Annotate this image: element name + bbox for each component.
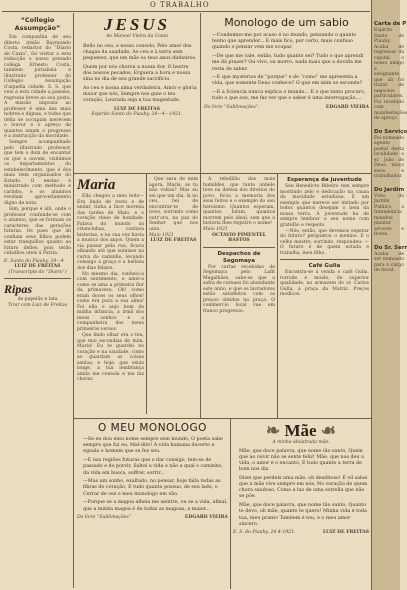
jesus-stanzas	[77, 44, 197, 105]
mae-stanza-2: Dizei que perdeis uma mãe, oh desditoso! É vil sabei que a mãe vive sempre em nós, No coração de quem chora saudoso, Como a luz de uma estrella que não se põe.	[239, 475, 368, 500]
maria-paragraph-2: No mesmo dia, conheci-a com sentimento, e amei-a como se ama a primeira flor da primavera. Oh! como eram doces os seus olhos! como era pura a sua alma! Foi ella o anjo bom da minha infancia, a irmã dos meus sonhos e a companheira dos meus primeiros versos.	[77, 271, 144, 332]
monologo-sabio-stanza-4: —E a Sciencia nunca explica o mundo... E o que tanto procuro, tudo o que sou, me faz ver que o saber é uma interrogação....	[212, 90, 366, 102]
maria-paragraph-3: Que lindo olhar era o teu, que mui escondias de mim, Maria! Eu te guardei no coração e na saudade, como se guardam as coisas santas, e hoje, que estás longe, a tua lembrança ainda me consola e me faz chorar.	[77, 333, 144, 383]
column-collegio	[4, 16, 71, 588]
meu-monologo-author: EDGARD VIEIRA	[184, 515, 228, 521]
edge-heading-1: Carta de P	[374, 21, 407, 27]
mae-sign-place: E. S. do Piauhy, 24-4-1921.	[233, 530, 296, 536]
meu-monologo-stanza-1: —Se eu dou meu nome sempre sem mundo, O poeta sabe sempre que fui eu. Mal-dito! A vida humana decerto e eguala o homem que se fez seu.	[83, 437, 223, 455]
edge-heading-2: Do Serviço	[374, 128, 407, 135]
meu-monologo-title: O MEU MONOLOGO	[98, 422, 207, 434]
collegio-paragraph-2: Sempre acompanhado pelo illustrado professor, que tem o dom de encantar os que o ouvem, visitámos os departamentos do estabelecimento, que é dos mais bem organisados do Estado. O ensino é ministrado com methodo e carinho, e os alumnos revelam aproveitamento digno de nota.	[4, 140, 71, 206]
monologo-sabio-stanza-3: —E que mysterios de “porque” e de “como” me apresenta a vida, que somente Deus conhece? O que em mim se esconde?	[212, 75, 363, 87]
mae-title-text: Mãe	[284, 421, 317, 440]
meu-monologo-stanza-4: —Porque se a magoa alheia me sentire, ou se a vida, afinal, que a minha magoa é de todas as magoas, a maior...	[83, 500, 228, 512]
edge-text-2: Foi nomeado agente postal desta localidade o sr. João de Deus, moço serio e trabalhador.	[374, 135, 404, 179]
collegio-sign-place: E. Santo do Piauhy, 24—4	[4, 258, 64, 264]
monologo-sabio-stanza-2: —De que me vale, então, tudo quanto sei? Tudo o que aprendi me dá prazer? Ou vivo, ou morro, nada mais que a duvida me resta de saber.	[212, 54, 364, 72]
mae-title	[233, 422, 369, 440]
maria-paragraph-1: Ella chegou a meu leito—Era linda de rosto e de andar, tinha a face morena das tardes de Maio, e o coração cheio de bondade. Falava do mundo ás criancinhas, contava historias, e na sua voz havia a musica dos anjos. Quem a via passar pela rua, ficava olhando até que sumisse na curva do caminho, levando comsigo a graça e a belleza dos dias felizes.	[77, 194, 144, 271]
left-ornament-icon: ❧	[265, 421, 285, 440]
newspaper-title: O TRABALHO	[150, 1, 210, 9]
adjacent-page-edge	[372, 0, 407, 590]
rebellion-sign-name: OCTAVIO PIMENTEL BASTOS	[212, 232, 266, 244]
jesus-title: JESUS	[103, 15, 171, 34]
rebellion-sign-date: Maio 1921	[203, 227, 228, 233]
maria-article-cont	[149, 177, 198, 417]
maria-text	[77, 194, 144, 383]
monologo-sabio-book: Do livro “Sublimações”.	[204, 105, 260, 111]
section-rule-top	[74, 173, 371, 174]
esperanca-text	[280, 184, 369, 256]
maria-title: Maria	[77, 177, 116, 193]
edge-text-1: Espirito Santo de Piauhy. Acaba de regressar da capital o nosso amigo e assignante, que ali foi tratar de negocios particulares. Foi recebido com manifestações de apreço.	[374, 28, 407, 121]
despachos-text	[203, 265, 275, 315]
jesus-subtitle: Ao Manoel Vieira da Costa	[105, 34, 168, 39]
column-rule-1	[73, 13, 74, 588]
right-ornament-icon: ☙	[316, 421, 337, 440]
maria-sign-date: Maio 1921	[149, 232, 174, 238]
monologo-sabio-author: EDGARD VIEIRA	[325, 105, 369, 111]
mae-signature	[233, 530, 369, 536]
despachos-paragraph: Por cartas recebidas de Segomaya pelo Lafit Magalhães, sabe-se que a safra de cereaes foi abundante este anno, e que os lavradores estão satisfeitos com os preços obtidos na praça. O commercio local vae em franco progresso.	[203, 264, 275, 314]
ripas-subtitle: de papelão e lata	[17, 297, 58, 303]
collegio-text	[4, 35, 71, 257]
cafe-text	[280, 270, 369, 298]
meu-monologo-stanzas	[77, 437, 228, 513]
column-rule-6	[230, 419, 231, 589]
rebellion-text	[203, 177, 275, 227]
mae-stanza-3: Mãe, que doce palavra, que nome tão santo, Quanto te devo, oh mãe, quanto te quero! Minha vida é toda tua, meu pranto Tambem é teu, e o meu amor sincero.	[239, 503, 367, 527]
cafe-rule	[280, 259, 369, 260]
mae-stanzas	[233, 449, 369, 528]
column-rule-4	[277, 174, 278, 419]
maria-text-cont	[149, 177, 198, 232]
meu-monologo	[77, 422, 228, 588]
edge-content	[374, 20, 407, 274]
column-rule-2	[146, 174, 147, 414]
esperanca-paragraph-2: —Nós, então, que devemos esperar do futuro? perguntou o menino. E o velho mestre, sorrindo, respondeu: —O futuro é de quem estuda e trabalha, meu filho.	[280, 228, 369, 256]
edge-text-3: Visto do Jardim Publico, a Intendencia mandou plantar arvores e flores.	[374, 193, 404, 237]
monologo-sabio-stanza-1: —Condemno-me por acaso é no mundo, pensando o quanto tenho que aprender... E mais fico, por certo, mais confuso quando o pensar vem me ocupar.	[212, 33, 357, 51]
masthead-rule	[2, 11, 370, 12]
collegio-sign-note: (Transcripto do “Diario”)	[8, 269, 67, 275]
collegio-paragraph-1: Em companhia de seu dilecto irmão Raymundo Costa, redactor do “Diario de Caxia”, foi visitar a esta redacção o nosso prezado collega Ernesto Costa, tambem jornalista e illustrado professor do Collegio Assumpção d’aquella cidade. S. S. que veio á esta cidade a passeio, regressa breve ao seu posto. A missão imposta ao professor é uma das mais nobres e dignas, e todos que della se occupam merecem o louvor e o apreço de quantos amam o progresso e a instrucção da mocidade.	[4, 35, 71, 139]
jesus-stanza-2: Quem por nós chorou a nossa dor, O hestre dos nossos pecados, Erguera a hora e nossa sina no dia de seu grande sacrificio.	[83, 64, 191, 83]
meu-monologo-stanza-3: —Mas um sonho, exaltado, no pensar, hoje falla todas as fibras do coração, E tudo quanto possuo, de seu lado, o Cerrar de vez o meu monologo em vão.	[83, 479, 221, 497]
edge-text-4: Acaba de ser nomeado para o cargo de fiscal.	[374, 251, 404, 273]
collegio-sign-name: LUIZ DE FREITAS	[14, 264, 61, 270]
jesus-stanza-1: Bello no ceu, e nosso consolo, Pelo amor dos chagas da saudade, Ao ceu e à terra sem pequenez, que em mão os teus anos dinheiros.	[83, 43, 197, 61]
cafe-heading: Café Gulla	[308, 263, 341, 270]
monologo-sabio-stanzas	[204, 33, 369, 103]
edge-heading-4: Do Sr. Serr	[374, 244, 407, 251]
cafe-paragraph: Encontra-se á venda o café Gulla, torrado e moido, de superior qualidade, no armazem do sr. Carlos Gulla, á praça da Matriz. Preços modicos.	[280, 270, 369, 298]
section-rule-bottom	[74, 418, 371, 419]
meu-monologo-stanza-2: —E nas regiões futuras que o dar consigo, tem-se de passado e do porvir, Saltei a vida e não a qual o caminho, da vida em busca, soffrer, sorrir...	[83, 458, 223, 476]
maria-article	[77, 177, 144, 417]
meu-monologo-book: Do livro “Sublimações”	[77, 515, 132, 521]
despachos-heading: Despachos de Segomaya	[217, 250, 261, 264]
esperanca-heading: Esperança da juventude	[287, 177, 362, 183]
maria-sign-name: LUIZ DE FREITAS	[150, 238, 197, 244]
monologo-sabio-signature	[204, 105, 369, 111]
monologo-sabio	[204, 16, 369, 171]
ripas-title: Ripas	[4, 282, 33, 297]
collegio-heading: “Collegio Assumpção”	[14, 16, 61, 32]
mae-sign-name: LUIZ DE FREITAS	[323, 530, 369, 536]
monologo-sabio-title: Monologo de um sabio	[224, 16, 349, 29]
meu-monologo-signature	[77, 515, 228, 521]
jesus-stanza-3: Ao ceu e nossa alma verdadeira, Amor e gloria maior que nós, Sempre nos guie o teu coração, Louvada seja a tua magestade.	[83, 85, 197, 104]
esperanca-paragraph-1: Seu Benedicto Ribeiro tem sempre mostrado zelo e dedicação na causa da mocidade estudiosa. É um exemplo que merece ser imitado por todos quantos desejam o bem da nossa terra. A juventude ha de sempre lembrar o seu nome com gratidão e respeito.	[280, 184, 369, 228]
mae-poem	[233, 422, 369, 588]
mae-subtitle: A minha idolatrada mãe.	[272, 440, 330, 445]
maria-paragraph-4: Que sera de mim agora, Maria, se tu não voltas? Mas eu sei que um dia, lá no ceu, hei de encontrar-te de novo, sorrindo como outr’ora, na paz do Senhor que nos uniu.	[149, 177, 198, 232]
column-esperanca	[280, 177, 369, 417]
ripas-rule	[4, 278, 71, 279]
jesus-sign-place: Espirito Santo do Piauhy, 24—4—1921.	[91, 112, 183, 118]
mae-stanza-1: Mãe, que doce palavra, que nome tão santo, Quem que ao ouvir não se sente feliz! Mãe, que nos deu a vida, o amor e o encanto, E tudo quanto a terra de bom nos diz.	[239, 448, 364, 473]
column-rebellion	[203, 177, 275, 417]
ripas-note: Tirar com Luiz de Freitas	[7, 302, 68, 308]
column-rule-3	[200, 13, 201, 418]
collegio-paragraph-3: Sim, porque é alli, onde o professor confunde-se com o alumno, que se formam os caracteres das gerações futuras. Os paes que ali confiam seus filhos podem estar tranquillos quanto ao futuro delles, pois terão cidadãos uteis á Patria.	[4, 207, 71, 257]
jesus-poem	[77, 16, 197, 171]
jesus-sign-name: LUIZ DE FREITAS	[114, 106, 160, 112]
rebellion-paragraph: Á rebellião dos mais humildes, que tanto anhelo teve na defesa dos direitos do povo, ficou a memoria dos seus feitos e o exemplo do seu heroismo. Quantos esperam, quantos lutam, quantos morrem pelo ideal, sem que a historia lhes registre o nome!	[203, 177, 275, 226]
edge-heading-3: Do Jardim	[374, 186, 405, 193]
despachos-rule	[203, 247, 275, 248]
